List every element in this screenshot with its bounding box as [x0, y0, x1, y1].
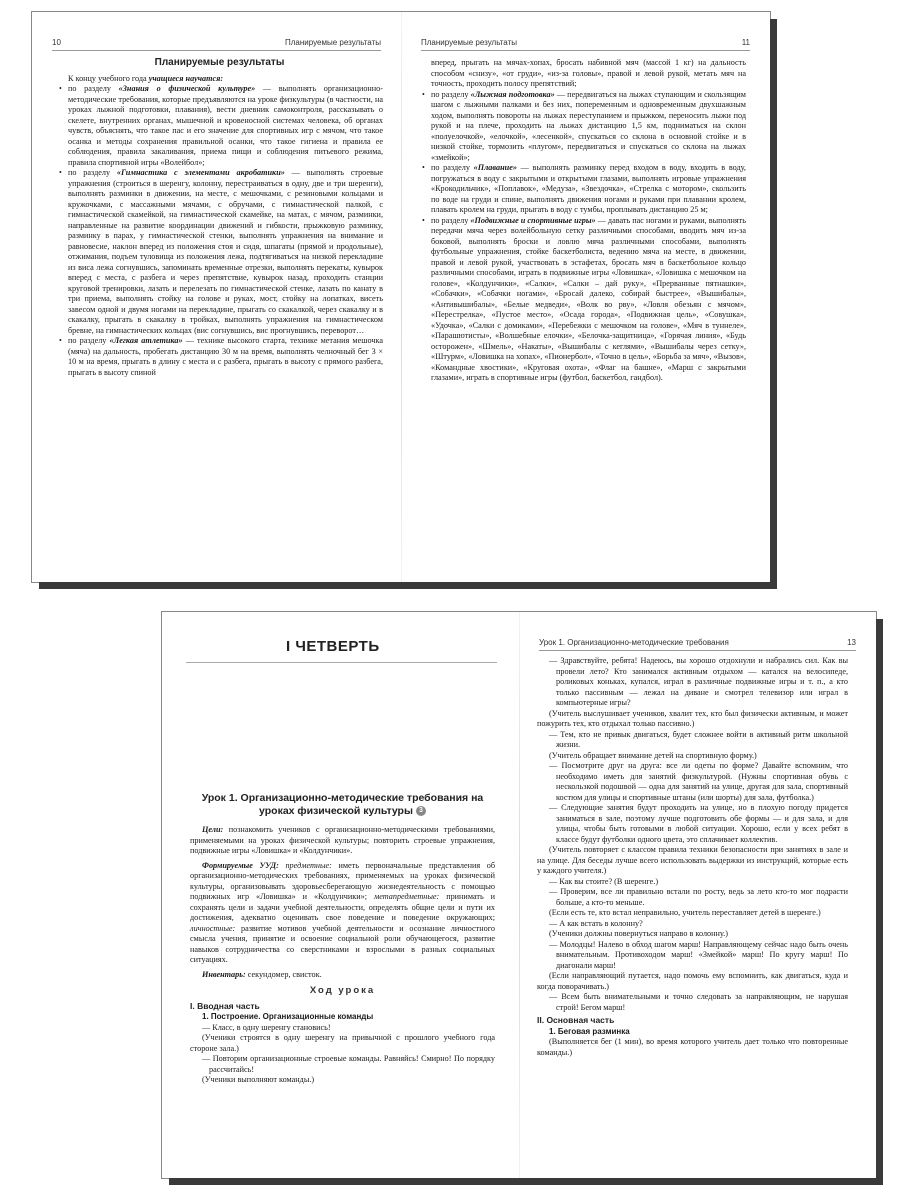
- dialogue-line: — Посмотрите друг на друга: все ли одеты по форме? Давайте вспомним, что необходимо иметь для занятий физкультурой. (Нужны спортивная обувь с нескользкой подошвой — одна для занятий на улице, другая для зала, спортивный костюм для улицы и спортивные штаны (или шорты) для зала, футболка.): [549, 761, 848, 802]
- list-item: [68, 168, 383, 336]
- item-section-name: «Лыжная подготовка»: [470, 89, 555, 99]
- item-prefix: по разделу: [68, 84, 119, 93]
- dialogue-line: — Всем быть внимательными и точно следовать за направляющим, не нарушая строй! Бегом марш!: [549, 992, 848, 1012]
- running-title: Планируемые результаты: [421, 38, 517, 47]
- page-11: [401, 12, 770, 582]
- item-prefix: по разделу: [68, 168, 117, 177]
- uud-subject-text: иметь первоначальные представления об организационно-методических требованиях, применяемых на уроках физической культуры, организовывать здоровьесберегающую жизнедеятельность с помощью подвижных игр «Ловишка» и «Колдунчики»;: [190, 860, 496, 901]
- item-section-name: «Подвижные и спортивные игры»: [470, 215, 596, 225]
- stage-direction: (Если направляющий путается, надо помочь ему вспомнить, как двигаться, куда и когда поворачивать.): [537, 971, 848, 991]
- list-item: [68, 336, 383, 378]
- stage-direction: (Учитель обращает внимание детей на спортивную форму.): [549, 750, 757, 760]
- chapter-header: [186, 636, 497, 663]
- item-prefix: по разделу: [431, 163, 474, 172]
- uud-label: Формируемые УУД:: [202, 860, 279, 870]
- item-prefix: по разделу: [431, 215, 471, 225]
- dialogue-line: — Как вы стоите? (В шеренге.): [549, 876, 659, 886]
- uud-paragraph: [190, 861, 495, 966]
- stage-direction: (Если есть те, кто встал неправильно, учитель переставляет детей в шеренге.): [549, 908, 821, 917]
- running-title: Урок 1. Организационно-методические требования: [539, 638, 729, 647]
- stage-direction: (Ученики должны повернуться направо в колонну.): [549, 929, 728, 938]
- inventory-label: Инвентарь:: [202, 969, 246, 979]
- goals-label: Цели:: [202, 825, 224, 834]
- chapter-title: I ЧЕТВЕРТЬ: [286, 638, 380, 655]
- running-header: [421, 38, 750, 51]
- uud-meta-text: принимать и сохранять цели и задачи учебной деятельности, определять общие цели и пути их достижения, адекватно оценивать свое поведение и поведение окружающих;: [190, 892, 495, 922]
- item-text: — давать пас ногами и руками, выполнять передачи мяча через волейбольную сетку различными способами, вводить мяч из-за боковой, выполнять броски и ловлю мяча различными способами, выполнять футбольные упражнения, стойке баскетболиста, ведению мяча на месте, в движении, правой и левой рукой, участвовать в эстафетах, бросать мяч в баскетбольное кольцо различными способами, играть в подвижные игры «Ловишка», «Ловишка с мешочком на голове», «Колдунчики», «Салки», «Салки – дай руку», «Прерванные пятнашки», «Собачки», «Собачки ногами», «Бросай далеко, собирай быстрее», «Вышибалы», «Антивышибалы», «Белые медведи», «Волк во рву», «Ловля обезьян с мячом», «Перестрелка», «Пустое место», «Осада города», «Подвижная цель», «Совушка», «Удочка», «Салки с домиками», «Перебежки с мешочком на голове», «Мяч в туннеле», «Парашютисты», «Волшебные елочки», «Белочка-защитница», «Горячая линия», «Будь осторожен», «Шмель», «Накаты», «Вышибалы с кеглями», «Вышибалы через сетку», «Штурм», «Ловишка на хопах», «Пионербол», «Точно в цель», «Борьба за мяч», «Вызов», «Командные хвостики», «Круговая охота», «Флаг на башне», «Марш с закрытыми глазами», играть в спортивные игры (футбол, баскетбол, гандбол).: [431, 215, 746, 382]
- sub-heading: 1. Построение. Организационные команды: [202, 1012, 374, 1021]
- inventory-text: секундомер, свисток.: [245, 969, 322, 979]
- inventory-paragraph: [190, 970, 495, 981]
- continuation-paragraph: вперед, прыгать на мячах-хопах, бросать набивной мяч (массой 1 кг) на дальность способом «снизу», «от груди», «из-за головы», правой и левой рукой, метать мяч на точность, проходить полосу препятствий;: [431, 58, 746, 88]
- item-text: — передвигаться на лыжах ступающим и скользящим шагом с лыжными палками и без них, попеременным и одновременным двухшажным ходом, выполнять повороты на лыжах переступанием и прыжком, переносить лыжи под рукой и на плече, проходить на лыжах дистанцию 1,5 км, подниматься на склон «полуелочкой», «елочкой», «лесенкой», спускаться со склона в основной стойке и в низкой стойке, тормозить «плугом», передвигаться и спускаться со склона на лыжах «змейкой»;: [431, 89, 746, 162]
- page-body: [190, 792, 495, 1086]
- stage-direction: (Ученики выполняют команды.): [202, 1075, 315, 1084]
- running-title: Планируемые результаты: [285, 38, 381, 47]
- item-text: — выполнять строевые упражнения (строиться в шеренгу, колонну, перестраиваться в одну, две и три шеренги), выполнять разминки в движении, на месте, с мешочками, с резиновыми кольцами и кружочками, с массажными мячами, с обручами, с гимнастической палкой, с гимнастической скамейкой, на гимнастической скамейке, на матах, с мячом, разминки, направленные на развитие координации движений и гибкости, прыжковую разминку, разминку в парах, у гимнастической стенки, выполнять упражнения на внимание и равновесие, наклон вперед из положения стоя и сидя, шпагаты (прямой и продольные), отжимания, подъем туловища из положения лежа, подтягиваться на низкой перекладине из виса лежа согнувшись, запоминать временные отрезки, выполнять перекаты, кувырок вперед с места, с разбега и через препятствие, кувырок назад, проходить станции круговой тренировки, лазать и перелезать по гимнастической стенке, лазать по канату в три приема, выполнять стойку на голове и руках, мост, стойку на лопатках, висеть завесом одной и двумя ногами на перекладине, прыгать со скакалкой, через скакалку и в скакалку, прыгать в скакалку в тройках, выполнять упражнения на гимнастическом бревне, на гимнастических кольцах (вис согнувшись, вис прогнувшись, переворот…: [68, 168, 383, 335]
- page-13: [519, 612, 876, 1178]
- dialogue-line: — А как встать в колонну?: [549, 918, 643, 928]
- list-item: [431, 216, 746, 384]
- list-item: [68, 84, 383, 168]
- item-text: — выполнять разминку перед входом в воду, входить в воду, погружаться в воду с закрытыми и открытыми глазами, выполнять игровые упражнения «Крокодильчик», «Поплавок», «Медуза», «Звездочка», «Стрелка с мотором», скользить по воде на груди и спине, выполнять движения ногами и руками при плавании кролем, плавать кролем на груди, прыгать в воду с тумбы, проплывать дистанцию 25 м;: [431, 163, 746, 214]
- sub-heading: 1. Беговая разминка: [549, 1026, 630, 1036]
- page-12: [162, 612, 519, 1178]
- page-number: 13: [847, 638, 856, 647]
- dialogue-line: — Класс, в одну шеренгу становись!: [202, 1022, 331, 1032]
- goals-text: познакомить учеников с организационно-методическими требованиями, применяемыми на уроках физической культуры; повторить строевые упражнения, подвижные игры «Ловишка» и «Колдунчики».: [190, 825, 495, 855]
- dialogue-line: — Здравствуйте, ребята! Надеюсь, вы хорошо отдохнули и набрались сил. Как вы провели лето? Кто занимался активным отдыхом — катался на велосипеде, роликовых коньках, купался, играл в различные подвижные игры и т. п., а кто только пассивным — лежал на диване и смотрел телевизор или играл в компьютерные игры?: [549, 656, 848, 707]
- item-section-name: «Гимнастика с элементами акробатики»: [116, 168, 285, 177]
- goals-paragraph: [190, 825, 495, 857]
- stage-direction: (Ученики строятся в одну шеренгу на привычной с прошлого учебного года стороне зала.): [190, 1033, 495, 1053]
- intro-prefix: К концу учебного года: [68, 73, 149, 83]
- intro-emphasis: учащиеся научатся:: [148, 73, 224, 83]
- uud-subject-label: предметные:: [278, 860, 332, 870]
- section-title: Планируемые результаты: [154, 57, 285, 68]
- stage-direction: (Выполняется бег (1 мин), во время которого учитель дает только что повторенные команды.): [537, 1037, 848, 1057]
- item-text: — технике высокого старта, технике метания мешочка (мяча) на дальность, пробегать дистанцию 30 м на время, выполнять челночный бег 3 × 10 м на время, прыгать в длину с места и с разбега, прыгать в высоту с прямого разбега, прыгать в высоту спиной: [68, 336, 383, 377]
- course-title: Ход урока: [309, 985, 376, 996]
- page-body: [56, 58, 383, 378]
- disc-icon: 3: [416, 806, 426, 816]
- item-section-name: «Плавание»: [473, 163, 517, 172]
- item-section-name: «Знания о физической культуре»: [118, 84, 256, 93]
- uud-personal-text: развитие мотивов учебной деятельности и осознание личностного смысла учения, принятие и освоение социальной роли обучающегося, развитие навыков сотрудничества со сверстниками и взрослыми в разных социальных ситуациях.: [190, 923, 495, 964]
- dialogue-line: — Тем, кто не привык двигаться, будет сложнее войти в активный ритм школьной жизни.: [549, 729, 848, 749]
- item-prefix: по разделу: [68, 336, 110, 345]
- part-heading: I. Вводная часть: [190, 1000, 260, 1011]
- page-body: [419, 58, 746, 384]
- stage-direction: (Учитель выслушивает учеников, хвалит тех, кто был физически активным, и может пожурить тех, кто отдыхал только пассивно.): [537, 708, 848, 728]
- lesson-title: [190, 792, 495, 818]
- item-text: — выполнять организационно-методические требования, которые предъявляются на уроке физкультуры (в частности, на уроках лыжной подготовки, плавания), вести дневник самоконтроля, рассказывать о скелете, внутренних органах, мышечной и кровеносной системах человека, об органах чувств, объяснять, что такое пас и его значение для спортивных игр с мячом, что такое осанка и методы сохранения правильной осанки, что такое гигиена и правила ее соблюдения, правила закаливания, приема пищи и соблюдения питьевого режима, правила спортивной игры «Волейбол»;: [68, 84, 384, 167]
- list-item: [431, 163, 746, 216]
- dialogue-line: — Проверим, все ли правильно встали по росту, ведь за лето кто-то мог подрасти больше, а кто-то меньше.: [549, 887, 848, 907]
- dialogue-line: — Повторим организационные строевые команды. Равняйсь! Смирно! По порядку рассчитайсь!: [202, 1054, 495, 1074]
- item-section-name: «Легкая атлетика»: [109, 336, 183, 345]
- page-number: 10: [52, 38, 61, 47]
- part-heading: II. Основная часть: [537, 1015, 615, 1025]
- page-body: [537, 656, 848, 1058]
- page-10: [32, 12, 401, 582]
- dialogue-line: — Молодцы! Налево в обход шагом марш! Направляющему сейчас надо быть очень внимательным. Противоходом марш! «Змейкой» марш! По кругу марш! По диагонали марш!: [549, 939, 848, 970]
- dialogue-line: — Следующие занятия будут проходить на улице, но в плохую погоду придется заниматься в зале, поэтому лучше подготовить обе формы — и для зала, и для улицы, чтобы быть готовыми в любой ситуации. Хорошо, если у всех ребят в классе будут футболки одного цвета, это сплачивает коллектив.: [549, 803, 848, 844]
- page-number: 11: [741, 38, 750, 47]
- stage-direction: (Учитель повторяет с классом правила техники безопасности при занятиях в зале и на улице. Для беседы лучше всего использовать выдержки из инструкций, которые есть у каждого учителя.): [537, 845, 848, 875]
- intro-paragraph: [56, 74, 383, 85]
- uud-meta-label: метапредметные:: [367, 892, 440, 901]
- book-spread-bottom: [162, 612, 876, 1178]
- uud-personal-label: личностные:: [190, 923, 236, 933]
- running-header: [52, 38, 381, 51]
- book-spread-top: [32, 12, 770, 582]
- list-item: [431, 90, 746, 164]
- lesson-title-text: Урок 1. Организационно-методические требования на уроках физической культуры: [201, 792, 484, 817]
- running-header: [539, 638, 856, 651]
- item-prefix: по разделу: [431, 89, 471, 99]
